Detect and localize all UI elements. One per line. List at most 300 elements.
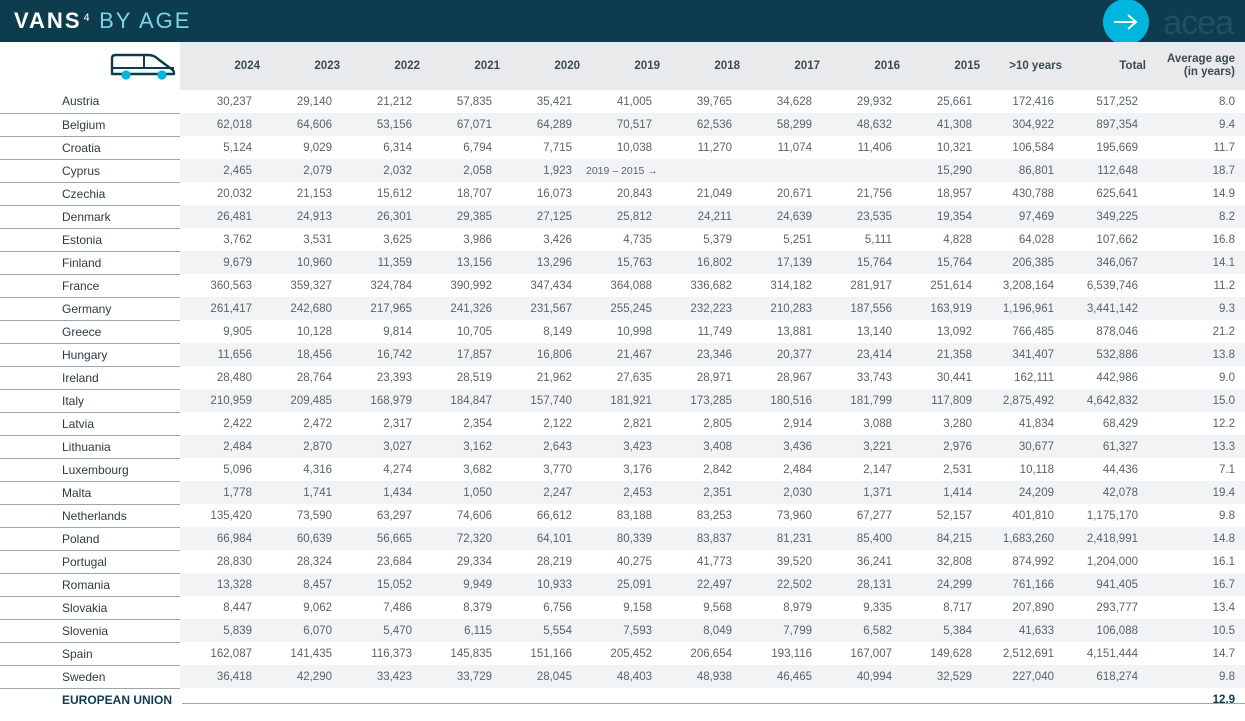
row-cell-value: 2,484 bbox=[180, 435, 260, 458]
row-cell-value: 390,992 bbox=[450, 279, 492, 292]
row-cell-value: 25,091 bbox=[580, 573, 660, 596]
row-cell-value: 33,423 bbox=[340, 665, 420, 688]
row-cell-value: 3,176 bbox=[623, 463, 652, 476]
row-cell-value: 2,842 bbox=[703, 463, 732, 476]
row-cell-value: 2,484 bbox=[783, 463, 812, 476]
row-cell-value: 24,639 bbox=[740, 205, 820, 228]
row-cell-value: 30,441 bbox=[936, 371, 972, 384]
row-cell-value: 27,635 bbox=[616, 371, 652, 384]
row-average-age: 16.8 bbox=[1212, 233, 1235, 246]
row-cell-value: 13,296 bbox=[500, 251, 580, 274]
row-cell-value: 2,870 bbox=[260, 435, 340, 458]
row-cell-value: 242,680 bbox=[260, 297, 340, 320]
row-cell-value: 53,156 bbox=[340, 113, 420, 136]
table-row bbox=[0, 228, 1245, 251]
row-average-age: 16.7 bbox=[1146, 573, 1245, 596]
row-cell-value: 168,979 bbox=[340, 389, 420, 412]
row-cell-value: 16,742 bbox=[340, 343, 420, 366]
row-cell-value: 117,809 bbox=[900, 389, 980, 412]
van-icon bbox=[0, 42, 180, 90]
col-header-over-10-years: >10 years bbox=[980, 42, 1062, 90]
row-cell-value: 5,111 bbox=[864, 233, 892, 246]
row-cell-value: 878,046 bbox=[1096, 325, 1138, 338]
col-header-2021: 2021 bbox=[420, 42, 500, 90]
row-cell-value: 9,949 bbox=[420, 573, 500, 596]
row-cell-value: 41,834 bbox=[1018, 417, 1054, 430]
row-cell-value: 9,905 bbox=[223, 325, 252, 338]
row-average-age: 10.5 bbox=[1146, 619, 1245, 642]
eu-total-divider bbox=[182, 703, 1245, 704]
row-cell-value: 1,434 bbox=[340, 481, 420, 504]
row-cell-value: 48,938 bbox=[660, 665, 740, 688]
row-cell-value: 39,765 bbox=[696, 95, 732, 108]
row-cell-value: 3,531 bbox=[303, 233, 332, 246]
row-cell-value: 41,308 bbox=[900, 113, 980, 136]
row-average-age: 9.4 bbox=[1146, 113, 1245, 136]
row-cell-value: 6,070 bbox=[260, 619, 340, 642]
row-cell-value: 26,301 bbox=[340, 205, 420, 228]
row-cell-value: 15,764 bbox=[820, 251, 900, 274]
row-cell-value: 21,756 bbox=[856, 187, 892, 200]
row-cell-value: 6,314 bbox=[383, 141, 412, 154]
row-cell-value: 81,231 bbox=[740, 527, 820, 550]
row-cell-value: 2,643 bbox=[500, 435, 580, 458]
row-cell-value: 2,032 bbox=[340, 159, 420, 182]
row-cell-value: 83,188 bbox=[616, 509, 652, 522]
row-cell-value: 4,642,832 bbox=[1062, 389, 1146, 412]
row-cell-value: 157,740 bbox=[500, 389, 580, 412]
row-cell-value: 13,140 bbox=[856, 325, 892, 338]
row-cell-value: 106,584 bbox=[1012, 141, 1054, 154]
row-cell-value: 73,960 bbox=[776, 509, 812, 522]
row-cell-value: 62,536 bbox=[660, 113, 740, 136]
row-cell-value: 41,005 bbox=[616, 95, 652, 108]
row-average-age: 16.1 bbox=[1212, 555, 1235, 568]
row-cell-value: 232,223 bbox=[660, 297, 740, 320]
row-cell-value: 17,857 bbox=[420, 343, 500, 366]
row-cell-value: 22,497 bbox=[660, 573, 740, 596]
row-cell-value: 2,247 bbox=[500, 481, 580, 504]
row-cell-value bbox=[180, 688, 260, 711]
row-country-label: Sweden bbox=[0, 665, 180, 688]
row-cell-value: 42,290 bbox=[260, 665, 340, 688]
row-cell-value: 2,875,492 bbox=[980, 389, 1062, 412]
row-cell-value: 67,071 bbox=[420, 113, 500, 136]
row-cell-value: 2,079 bbox=[260, 159, 340, 182]
row-cell-value: 67,277 bbox=[856, 509, 892, 522]
row-cell-value: 106,088 bbox=[1062, 619, 1146, 642]
row-cell-value: 261,417 bbox=[180, 297, 260, 320]
row-cell-value: 62,018 bbox=[180, 113, 260, 136]
row-cell-value: 3,625 bbox=[383, 233, 412, 246]
row-cell-value: 21,358 bbox=[900, 343, 980, 366]
row-country-label: Germany bbox=[0, 297, 180, 320]
row-cell-value: 23,414 bbox=[820, 343, 900, 366]
row-cell-value: 8,049 bbox=[660, 619, 740, 642]
row-cell-value: 5,470 bbox=[340, 619, 420, 642]
row-cell-value: 210,283 bbox=[740, 297, 820, 320]
row-cell-value: 897,354 bbox=[1062, 113, 1146, 136]
row-cell-value: 10,321 bbox=[936, 141, 972, 154]
row-cell-value: 3,088 bbox=[863, 417, 892, 430]
row-cell-value: 7,715 bbox=[543, 141, 572, 154]
row-cell-value: 9,029 bbox=[303, 141, 332, 154]
table-header-row bbox=[0, 42, 1245, 90]
row-country-label: Malta bbox=[0, 481, 180, 504]
row-cell-value: 17,139 bbox=[740, 251, 820, 274]
row-country-label: Slovakia bbox=[0, 596, 180, 619]
table-row bbox=[0, 90, 1245, 113]
table-row bbox=[0, 596, 1245, 619]
row-cell-value: 21,962 bbox=[536, 371, 572, 384]
row-country-label: Spain bbox=[0, 642, 180, 665]
col-header-total: Total bbox=[1062, 42, 1146, 90]
row-cell-value: 16,802 bbox=[660, 251, 740, 274]
row-cell-value: 2,030 bbox=[740, 481, 820, 504]
row-cell-value: 1,923 bbox=[500, 159, 580, 182]
row-cell-value: 6,756 bbox=[543, 601, 572, 614]
row-cell-value: 9,062 bbox=[303, 601, 332, 614]
row-cell-value: 28,324 bbox=[296, 555, 332, 568]
row-cell-value bbox=[1062, 688, 1146, 711]
table-body bbox=[0, 90, 1245, 711]
row-cell-value: 3,762 bbox=[223, 233, 252, 246]
row-average-age: 9.0 bbox=[1219, 371, 1235, 384]
row-cell-value: 162,111 bbox=[1014, 371, 1054, 384]
row-cell-value: 10,128 bbox=[296, 325, 332, 338]
row-cell-value: 1,050 bbox=[420, 481, 500, 504]
row-cell-value: 442,986 bbox=[1096, 371, 1138, 384]
row-cell-value: 145,835 bbox=[450, 647, 492, 660]
row-cell-value: 28,830 bbox=[216, 555, 252, 568]
row-cell-value: 227,040 bbox=[980, 665, 1062, 688]
row-cell-value: 207,890 bbox=[1012, 601, 1054, 614]
table-row bbox=[0, 458, 1245, 481]
row-cell-value: 3,986 bbox=[463, 233, 492, 246]
table-row bbox=[0, 481, 1245, 504]
row-cell-value: 181,799 bbox=[820, 389, 900, 412]
row-cell-value: 2,512,691 bbox=[1002, 647, 1054, 660]
col-header-2019: 2019 bbox=[580, 42, 660, 90]
row-cell-value: 6,539,746 bbox=[1086, 279, 1138, 292]
col-header-2016: 2016 bbox=[820, 42, 900, 90]
row-average-age: 15.0 bbox=[1146, 389, 1245, 412]
row-cell-value: 3,423 bbox=[580, 435, 660, 458]
row-country-label: EUROPEAN UNION bbox=[62, 692, 173, 707]
row-country-label: Hungary bbox=[0, 343, 180, 366]
row-cell-value: 28,971 bbox=[696, 371, 732, 384]
table-row bbox=[0, 527, 1245, 550]
page-title-sub: BY AGE bbox=[99, 8, 192, 33]
row-cell-value: 28,967 bbox=[776, 371, 812, 384]
row-cell-value: 364,088 bbox=[610, 279, 652, 292]
page-title bbox=[14, 8, 191, 34]
row-cell-value: 347,434 bbox=[530, 279, 572, 292]
row-cell-value: 5,124 bbox=[223, 141, 252, 154]
row-average-age: 8.2 bbox=[1146, 205, 1245, 228]
row-cell-value: 135,420 bbox=[210, 509, 252, 522]
row-average-age: 9.8 bbox=[1219, 509, 1235, 522]
row-cell-value: 4,274 bbox=[383, 463, 412, 476]
row-cell-value: 11,749 bbox=[697, 325, 732, 338]
row-cell-value: 24,209 bbox=[980, 481, 1062, 504]
row-cell-value: 1,371 bbox=[820, 481, 900, 504]
table-row bbox=[0, 320, 1245, 343]
col-header-2020: 2020 bbox=[500, 42, 580, 90]
row-cell-value: 28,219 bbox=[536, 555, 572, 568]
row-cell-value: 20,843 bbox=[616, 187, 652, 200]
row-cell-value: 181,921 bbox=[580, 389, 660, 412]
row-cell-value: 1,175,170 bbox=[1086, 509, 1138, 522]
row-cell-value: 7,486 bbox=[383, 601, 412, 614]
row-cell-value: 86,801 bbox=[980, 159, 1062, 182]
col-header-2017: 2017 bbox=[740, 42, 820, 90]
row-cell-value: 18,957 bbox=[936, 187, 972, 200]
row-cell-value bbox=[340, 688, 420, 711]
row-cell-value: 766,485 bbox=[1012, 325, 1054, 338]
row-cell-value: 33,743 bbox=[856, 371, 892, 384]
col-header-2018: 2018 bbox=[660, 42, 740, 90]
row-cell-value: 3,408 bbox=[660, 435, 740, 458]
row-cell-value: 24,211 bbox=[660, 205, 740, 228]
row-cell-value: 64,101 bbox=[500, 527, 580, 550]
row-cell-value: 28,519 bbox=[456, 371, 492, 384]
row-average-age: 9.8 bbox=[1146, 665, 1245, 688]
row-cell-value: 21,049 bbox=[696, 187, 732, 200]
row-cell-value: 16,806 bbox=[500, 343, 580, 366]
row-cell-value: 41,773 bbox=[696, 555, 732, 568]
row-cell-value: 11,406 bbox=[857, 141, 892, 154]
row-cell-value: 210,959 bbox=[180, 389, 260, 412]
row-cell-value: 401,810 bbox=[1012, 509, 1054, 522]
row-cell-value: 29,140 bbox=[296, 95, 332, 108]
row-cell-value: 25,661 bbox=[936, 95, 972, 108]
row-cell-value: 13,092 bbox=[936, 325, 972, 338]
row-cell-value: 180,516 bbox=[740, 389, 820, 412]
table-row bbox=[0, 550, 1245, 573]
header-bar bbox=[0, 0, 1245, 42]
row-cell-value: 193,116 bbox=[771, 647, 812, 660]
row-cell-value: 151,166 bbox=[530, 647, 572, 660]
row-cell-value: 28,764 bbox=[296, 371, 332, 384]
row-cell-value: 56,665 bbox=[340, 527, 420, 550]
table-row-european-union bbox=[0, 688, 1245, 711]
table-row bbox=[0, 504, 1245, 527]
row-cell-value: 6,794 bbox=[463, 141, 492, 154]
row-cell-value: 2,531 bbox=[943, 463, 972, 476]
row-cell-value: 3,221 bbox=[820, 435, 900, 458]
row-cell-value: 162,087 bbox=[210, 647, 252, 660]
col-header-2024: 2024 bbox=[180, 42, 260, 90]
table-row bbox=[0, 113, 1245, 136]
row-cell-value: 48,632 bbox=[820, 113, 900, 136]
row-average-age: 14.8 bbox=[1146, 527, 1245, 550]
row-country-label: Cyprus bbox=[0, 159, 180, 182]
row-cell-value: 241,326 bbox=[420, 297, 500, 320]
row-cell-value: 293,777 bbox=[1096, 601, 1138, 614]
row-cell-value: 10,933 bbox=[500, 573, 580, 596]
row-cell-value: 2,821 bbox=[623, 417, 652, 430]
row-cell-value: 36,418 bbox=[180, 665, 260, 688]
row-cell-value: 29,334 bbox=[456, 555, 492, 568]
row-cell-value: 360,563 bbox=[210, 279, 252, 292]
row-cell-value: 85,400 bbox=[820, 527, 900, 550]
row-cell-value: 116,373 bbox=[371, 647, 412, 660]
arrow-right-icon[interactable] bbox=[1103, 0, 1149, 45]
table-row bbox=[0, 366, 1245, 389]
table-row bbox=[0, 205, 1245, 228]
row-cell-value: 3,162 bbox=[420, 435, 500, 458]
row-cell-value: 73,590 bbox=[296, 509, 332, 522]
row-cell-value: 28,480 bbox=[216, 371, 252, 384]
row-cell-value: 11,359 bbox=[340, 251, 420, 274]
row-cell-value: 18,456 bbox=[260, 343, 340, 366]
row-cell-value: 2,418,991 bbox=[1062, 527, 1146, 550]
row-cell-value: 618,274 bbox=[1062, 665, 1146, 688]
row-cell-value: 1,196,961 bbox=[980, 297, 1062, 320]
row-cell-value: 3,441,142 bbox=[1062, 297, 1146, 320]
row-cell-value: 1,683,260 bbox=[980, 527, 1062, 550]
vans-by-age-table-container bbox=[0, 42, 1245, 721]
row-average-age: 9.3 bbox=[1146, 297, 1245, 320]
row-country-label: Finland bbox=[0, 251, 180, 274]
row-cell-value: 255,245 bbox=[580, 297, 660, 320]
row-cell-value: 107,662 bbox=[1096, 233, 1138, 246]
row-cell-value: 29,932 bbox=[856, 95, 892, 108]
table-row bbox=[0, 274, 1245, 297]
row-cell-value: 40,275 bbox=[616, 555, 652, 568]
row-cell-value: 32,808 bbox=[936, 555, 972, 568]
row-cell-value: 4,735 bbox=[623, 233, 652, 246]
table-row bbox=[0, 642, 1245, 665]
row-cell-value: 11,656 bbox=[180, 343, 260, 366]
page-title-main: VANS bbox=[14, 8, 82, 33]
avg-header-line2: (in years) bbox=[1183, 66, 1235, 78]
table-row bbox=[0, 665, 1245, 688]
row-cell-value: 11,074 bbox=[777, 141, 812, 154]
row-cell-value: 532,886 bbox=[1062, 343, 1146, 366]
row-cell-value: 2,354 bbox=[463, 417, 492, 430]
row-cell-value: 63,297 bbox=[376, 509, 412, 522]
vans-by-age-table bbox=[0, 42, 1245, 711]
table-row bbox=[0, 573, 1245, 596]
row-cell-value: 336,682 bbox=[690, 279, 732, 292]
row-cell-value: 15,763 bbox=[580, 251, 660, 274]
row-cell-value: 5,839 bbox=[180, 619, 260, 642]
row-cell-value: 80,339 bbox=[580, 527, 660, 550]
row-average-age: 8.0 bbox=[1219, 95, 1235, 108]
row-cell-value: 34,628 bbox=[776, 95, 812, 108]
row-cell-value: 173,285 bbox=[660, 389, 740, 412]
row-country-label: Romania bbox=[0, 573, 180, 596]
row-cell-value: 83,837 bbox=[660, 527, 740, 550]
row-cell-value: 22,502 bbox=[740, 573, 820, 596]
row-cell-value: 2,058 bbox=[420, 159, 500, 182]
table-row bbox=[0, 435, 1245, 458]
row-average-age: 11.2 bbox=[1213, 279, 1235, 292]
row-cell-value: 15,290 bbox=[900, 159, 980, 182]
row-cell-value: 25,812 bbox=[580, 205, 660, 228]
row-average-age: 12.2 bbox=[1212, 417, 1235, 430]
row-cell-value: 61,327 bbox=[1062, 435, 1146, 458]
table-row bbox=[0, 182, 1245, 205]
row-cell-value: 35,421 bbox=[536, 95, 572, 108]
row-cell-value: 19,354 bbox=[900, 205, 980, 228]
row-cell-value: 28,131 bbox=[820, 573, 900, 596]
row-average-age: 11.7 bbox=[1213, 141, 1235, 154]
row-cell-value: 10,118 bbox=[1019, 463, 1054, 476]
row-cell-value: 195,669 bbox=[1096, 141, 1138, 154]
row-cell-value: 7,593 bbox=[580, 619, 660, 642]
row-cell-value: 13,156 bbox=[420, 251, 500, 274]
row-cell-value bbox=[660, 688, 740, 711]
row-cell-value: 21,153 bbox=[296, 187, 332, 200]
row-average-age: 14.7 bbox=[1212, 647, 1235, 660]
avg-header-line1: Average age bbox=[1167, 53, 1235, 65]
row-note-cyprus: 2019 – 2015 → bbox=[580, 159, 900, 182]
row-cell-value: 64,289 bbox=[500, 113, 580, 136]
row-cell-value: 3,682 bbox=[463, 463, 492, 476]
row-country-label: Netherlands bbox=[0, 504, 180, 527]
row-cell-value: 58,299 bbox=[740, 113, 820, 136]
row-cell-value: 324,784 bbox=[370, 279, 412, 292]
row-cell-value: 64,606 bbox=[260, 113, 340, 136]
row-cell-value: 4,316 bbox=[303, 463, 332, 476]
row-cell-value: 2,465 bbox=[180, 159, 260, 182]
row-cell-value: 8,379 bbox=[463, 601, 492, 614]
col-header-2023: 2023 bbox=[260, 42, 340, 90]
row-cell-value: 13,881 bbox=[776, 325, 812, 338]
row-cell-value: 187,556 bbox=[820, 297, 900, 320]
row-cell-value: 8,149 bbox=[543, 325, 572, 338]
row-cell-value: 24,299 bbox=[900, 573, 980, 596]
row-cell-value: 68,429 bbox=[1102, 417, 1138, 430]
row-cell-value: 3,770 bbox=[543, 463, 572, 476]
table-head bbox=[0, 42, 1245, 90]
row-cell-value: 167,007 bbox=[850, 647, 892, 660]
row-cell-value: 5,554 bbox=[500, 619, 580, 642]
row-country-label: Greece bbox=[0, 320, 180, 343]
row-cell-value bbox=[580, 688, 660, 711]
col-header-2022: 2022 bbox=[340, 42, 420, 90]
row-cell-value: 3,027 bbox=[340, 435, 420, 458]
table-row bbox=[0, 159, 1245, 182]
row-cell-value: 20,032 bbox=[216, 187, 252, 200]
row-cell-value: 3,426 bbox=[543, 233, 572, 246]
row-cell-value: 4,151,444 bbox=[1086, 647, 1138, 660]
row-cell-value: 2,453 bbox=[580, 481, 660, 504]
row-cell-value: 9,814 bbox=[383, 325, 412, 338]
row-cell-value: 8,979 bbox=[783, 601, 812, 614]
row-cell-value: 26,481 bbox=[180, 205, 260, 228]
row-cell-value: 36,241 bbox=[856, 555, 892, 568]
row-cell-value: 172,416 bbox=[1012, 95, 1054, 108]
row-cell-value: 5,251 bbox=[783, 233, 812, 246]
row-cell-value: 1,778 bbox=[180, 481, 260, 504]
row-cell-value: 2,422 bbox=[223, 417, 252, 430]
row-cell-value: 9,679 bbox=[180, 251, 260, 274]
row-cell-value: 11,270 bbox=[697, 141, 732, 154]
row-cell-value: 112,648 bbox=[1062, 159, 1146, 182]
row-cell-value bbox=[980, 688, 1062, 711]
row-cell-value: 21,467 bbox=[580, 343, 660, 366]
row-cell-value: 29,385 bbox=[420, 205, 500, 228]
row-cell-value: 48,403 bbox=[580, 665, 660, 688]
row-country-label: Italy bbox=[0, 389, 180, 412]
row-country-label: France bbox=[0, 274, 180, 297]
row-cell-value: 2,122 bbox=[543, 417, 572, 430]
row-cell-value: 163,919 bbox=[900, 297, 980, 320]
